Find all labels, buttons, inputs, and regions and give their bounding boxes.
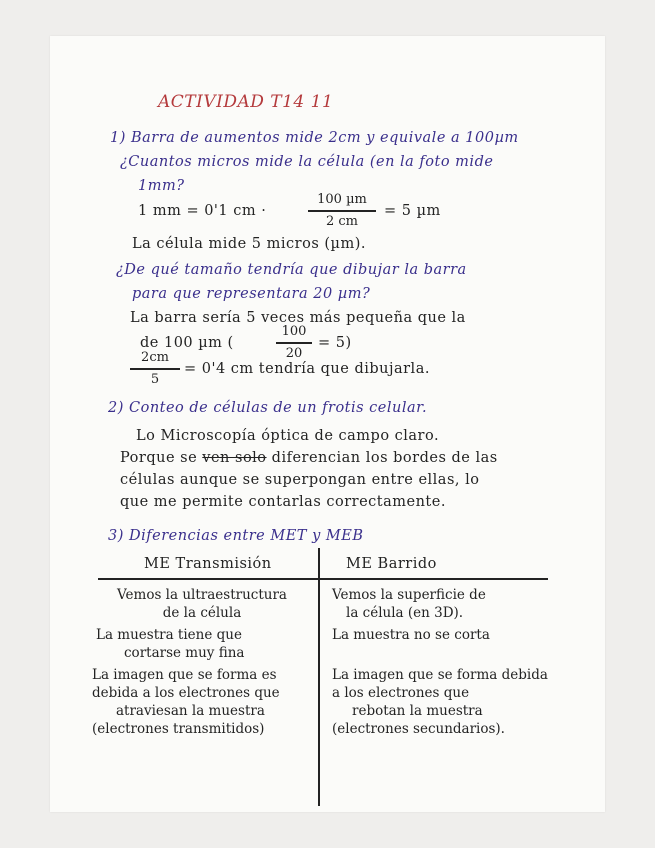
q1-answer-1: La célula mide 5 micros (µm). xyxy=(132,236,366,252)
q1-fraction-3-bar xyxy=(130,368,180,370)
table-cell-line: La imagen que se forma es xyxy=(92,667,277,683)
table-cell-line: La muestra no se corta xyxy=(332,627,490,643)
q1-fraction-3 xyxy=(130,350,180,388)
table-row-2-right xyxy=(332,626,572,644)
q1-line-2: ¿Cuantos micros mide la célula (en la foto mide xyxy=(120,154,494,170)
q1-fraction-2-bar xyxy=(276,342,312,344)
table-cell-line: atraviesan la muestra xyxy=(116,703,265,719)
table-cell-line: a los electrones que xyxy=(332,685,470,701)
table-header-rule xyxy=(98,578,548,580)
q1-calc-right: = 5 µm xyxy=(384,203,441,219)
q1-fraction-1 xyxy=(308,192,376,230)
table-cell-line: debida a los electrones que xyxy=(92,685,280,701)
q2-line-4: células aunque se superpongan entre ellas, lo xyxy=(120,472,480,488)
table-header-barrido: ME Barrido xyxy=(346,556,437,572)
q2-line-1: 2) Conteo de células de un frotis celular. xyxy=(108,400,428,416)
q3-line-1: 3) Diferencias entre MET y MEB xyxy=(108,528,364,544)
table-cell-line: cortarse muy fina xyxy=(124,645,245,661)
q1-line-1: 1) Barra de aumentos mide 2cm y equivale a 100µm xyxy=(110,130,519,146)
q1-fraction-1-numerator: 100 µm xyxy=(317,192,367,207)
table-column-divider xyxy=(318,548,320,806)
q2-line-3 xyxy=(120,450,498,466)
table-cell-line: Vemos la superficie de xyxy=(332,587,486,603)
q2-struck-text: ven solo xyxy=(202,450,267,466)
q1-answer-2b-right: = 5) xyxy=(318,335,352,351)
notebook-page xyxy=(50,36,605,812)
table-cell-line: Vemos la ultraestructura xyxy=(117,587,287,603)
q1-fraction-3-denominator: 5 xyxy=(150,371,160,387)
q1-line-5: para que representara 20 µm? xyxy=(132,286,371,302)
q1-line-3: 1mm? xyxy=(138,178,185,194)
q1-answer-3: = 0'4 cm tendría que dibujarla. xyxy=(184,361,430,377)
q1-answer-2b-left: de 100 µm ( xyxy=(140,335,234,351)
page-title: ACTIVIDAD T14 11 xyxy=(158,92,334,112)
table-cell-line: rebotan la muestra xyxy=(352,703,483,719)
q1-fraction-2-denominator: 20 xyxy=(285,345,303,361)
table-cell-line: de la célula xyxy=(162,605,242,621)
q1-fraction-2 xyxy=(276,324,312,362)
table-cell-line: La imagen que se forma debida xyxy=(332,667,548,683)
q1-calc-left: 1 mm = 0'1 cm · xyxy=(138,203,267,219)
table-row-3-right xyxy=(332,666,572,738)
table-cell-line: (electrones transmitidos) xyxy=(92,721,265,737)
q1-line-4: ¿De qué tamaño tendría que dibujar la barra xyxy=(116,262,467,278)
table-header-transmission: ME Transmisión xyxy=(144,556,272,572)
q2-line-2: Lo Microscopía óptica de campo claro. xyxy=(136,428,440,444)
q1-fraction-1-bar xyxy=(308,210,376,212)
q2-line-3-part-b: diferencian los bordes de las xyxy=(271,450,498,466)
table-row-1-left xyxy=(90,586,314,622)
q2-line-3-part-a: Porque se xyxy=(120,450,198,466)
table-row-3-left xyxy=(92,666,316,738)
table-cell-line: (electrones secundarios). xyxy=(332,721,505,737)
table-cell-line: la célula (en 3D). xyxy=(346,605,464,621)
q1-fraction-2-numerator: 100 xyxy=(281,324,307,339)
table-row-2-left xyxy=(96,626,316,662)
table-row-1-right xyxy=(332,586,572,622)
q1-answer-2a: La barra sería 5 veces más pequeña que la xyxy=(130,310,466,326)
q2-line-5: que me permite contarlas correctamente. xyxy=(120,494,446,510)
table-cell-line: La muestra tiene que xyxy=(96,627,242,643)
q1-fraction-1-denominator: 2 cm xyxy=(325,213,358,229)
q1-fraction-3-numerator: 2cm xyxy=(141,350,169,365)
